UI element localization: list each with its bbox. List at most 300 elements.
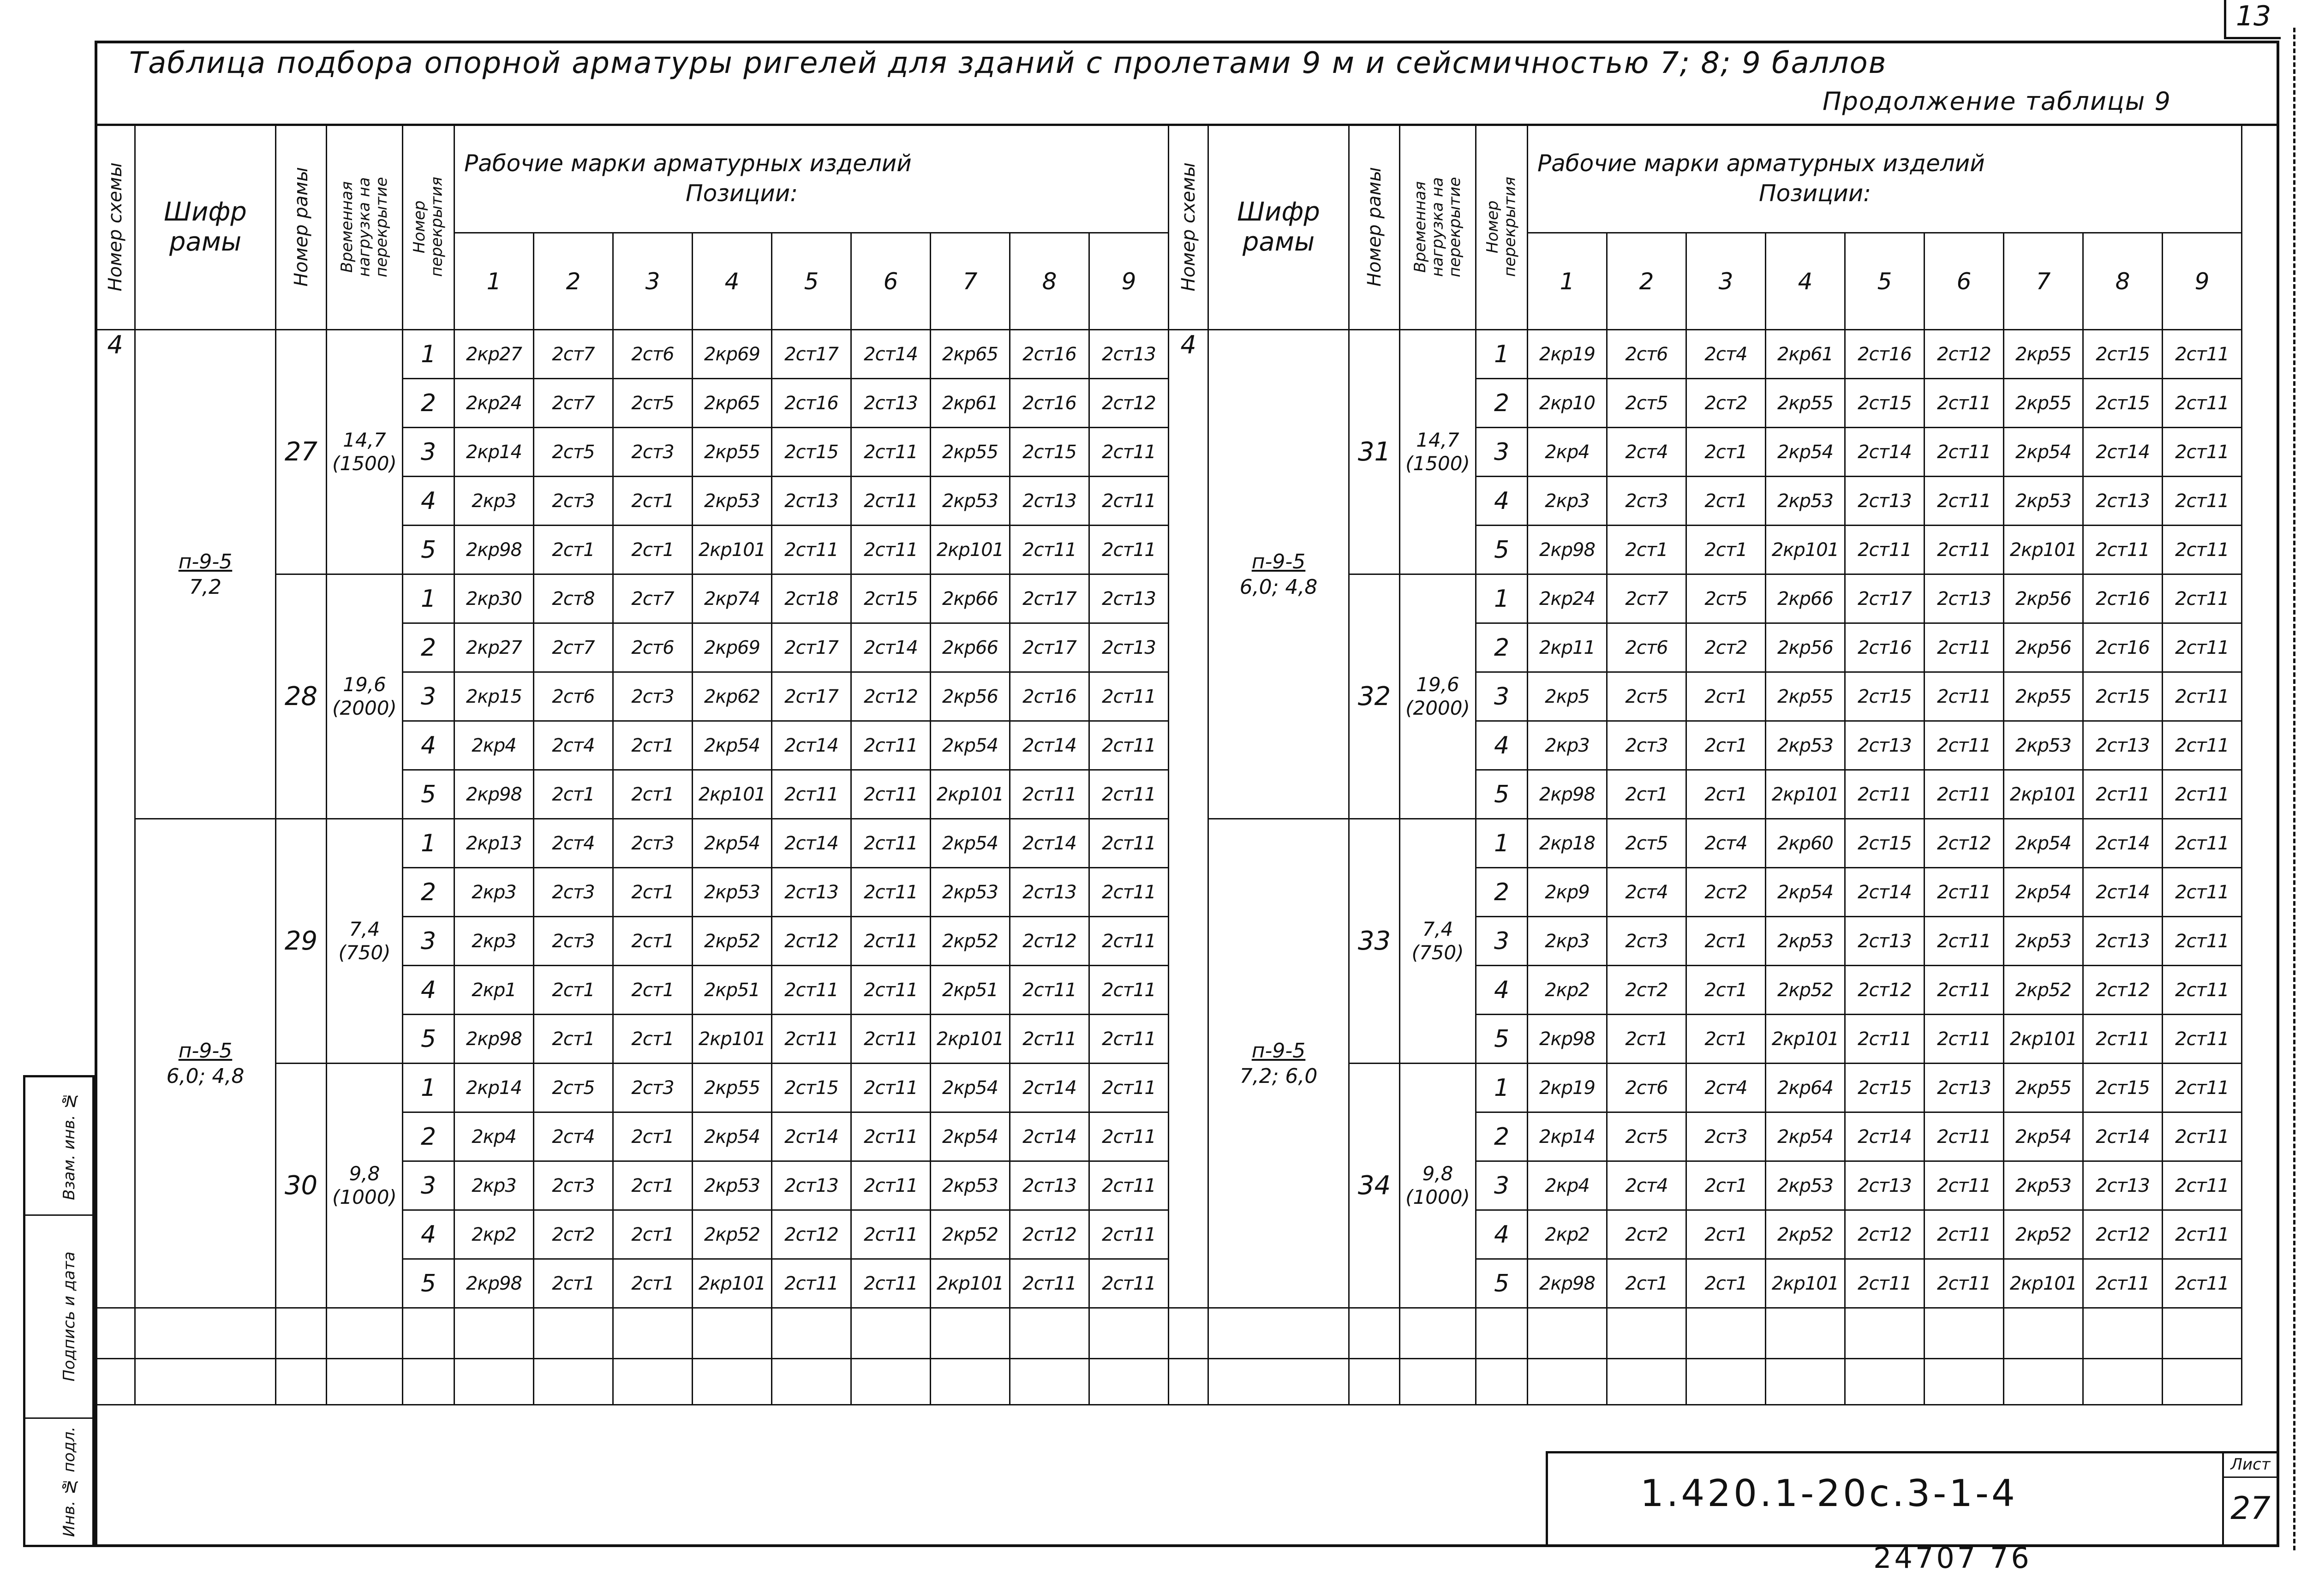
empty-cell	[2083, 1308, 2163, 1359]
mark-cell: 2кр69	[693, 330, 772, 379]
frame-cipher	[135, 330, 276, 819]
mark-cell: 2ст11	[1924, 1210, 2004, 1259]
floor-number: 4	[1476, 721, 1528, 770]
mark-cell: 2ст11	[2163, 672, 2242, 721]
mark-cell: 2ст1	[613, 1210, 693, 1259]
mark-cell: 2кр52	[2004, 966, 2083, 1015]
header-position-4-text: 4	[1798, 268, 1813, 295]
mark-cell: 2ст11	[2163, 428, 2242, 477]
mark-cell: 2кр55	[1766, 672, 1845, 721]
empty-cell	[1476, 1359, 1528, 1405]
positions-label: Позиции:	[1759, 180, 1871, 207]
mark-cell: 2ст11	[1089, 819, 1169, 868]
empty-cell	[403, 1359, 454, 1405]
mark-cell: 2ст16	[1845, 623, 1924, 672]
sidebar-cell-sign	[25, 1216, 92, 1419]
mark-cell: 2кр101	[1766, 526, 1845, 574]
mark-cell: 2ст11	[1089, 1161, 1169, 1210]
mark-cell: 2ст6	[1607, 623, 1686, 672]
mark-cell: 2ст14	[2083, 819, 2163, 868]
mark-cell: 2ст12	[1010, 917, 1089, 966]
mark-cell: 2кр53	[931, 477, 1010, 526]
mark-cell: 2кр66	[1766, 574, 1845, 623]
empty-cell	[276, 1308, 327, 1359]
header-position-5	[772, 233, 851, 330]
mark-cell: 2ст5	[1607, 1112, 1686, 1161]
mark-cell: 2ст4	[534, 721, 613, 770]
empty-cell	[1400, 1359, 1476, 1405]
mark-cell: 2ст3	[1686, 1112, 1766, 1161]
empty-cell	[931, 1359, 1010, 1405]
mark-cell: 2ст11	[1924, 868, 2004, 917]
mark-cell: 2кр27	[454, 330, 534, 379]
mark-cell: 2кр101	[1766, 770, 1845, 819]
mark-cell: 2кр3	[454, 868, 534, 917]
sidebar-cell-inv	[25, 1419, 92, 1545]
mark-cell: 2кр64	[1766, 1064, 1845, 1112]
mark-cell: 2ст1	[534, 770, 613, 819]
mark-cell: 2ст14	[1010, 1112, 1089, 1161]
floor-number: 3	[1476, 917, 1528, 966]
mark-cell: 2ст3	[613, 428, 693, 477]
mark-cell: 2ст2	[1607, 966, 1686, 1015]
mark-cell: 2кр3	[1528, 721, 1607, 770]
frame-number	[276, 819, 327, 1064]
mark-cell: 2ст12	[1924, 330, 2004, 379]
mark-cell: 2кр27	[454, 623, 534, 672]
empty-cell	[851, 1308, 931, 1359]
mark-cell: 2ст18	[772, 574, 851, 623]
mark-cell: 2кр51	[693, 966, 772, 1015]
mark-cell: 2ст1	[613, 1112, 693, 1161]
working-marks-label: Рабочие марки арматурных изделий	[464, 150, 912, 177]
mark-cell: 2ст13	[1924, 574, 2004, 623]
table-right	[1168, 124, 2242, 1405]
mark-cell: 2ст15	[1845, 1064, 1924, 1112]
frame-cipher	[1208, 819, 1349, 1308]
mark-cell: 2ст12	[772, 917, 851, 966]
mark-cell: 2кр101	[2004, 526, 2083, 574]
mark-cell: 2ст15	[772, 428, 851, 477]
mark-cell: 2ст1	[534, 1259, 613, 1308]
load-kg: (2000)	[1405, 696, 1470, 719]
header-scheme-no	[1169, 125, 1208, 330]
mark-cell: 2ст11	[1089, 917, 1169, 966]
cipher-denominator: 7,2; 6,0	[1239, 1064, 1318, 1088]
mark-cell: 2кр24	[1528, 574, 1607, 623]
mark-cell: 2кр65	[931, 330, 1010, 379]
mark-cell: 2ст11	[1924, 917, 2004, 966]
frame-number	[1349, 330, 1400, 574]
mark-cell: 2ст13	[1845, 477, 1924, 526]
mark-cell: 2ст11	[851, 1259, 931, 1308]
mark-cell: 2ст1	[613, 477, 693, 526]
empty-cell	[1845, 1359, 1924, 1405]
mark-cell: 2кр54	[1766, 1112, 1845, 1161]
mark-cell: 2ст11	[851, 1064, 931, 1112]
mark-cell: 2ст1	[1686, 526, 1766, 574]
mark-cell: 2ст13	[772, 477, 851, 526]
empty-cell	[772, 1359, 851, 1405]
mark-cell: 2ст8	[534, 574, 613, 623]
floor-number: 1	[1476, 330, 1528, 379]
mark-cell: 2ст11	[1924, 1259, 2004, 1308]
load-kpa: 14,7	[343, 429, 386, 452]
mark-cell: 2ст11	[2163, 574, 2242, 623]
mark-cell: 2кр4	[454, 1112, 534, 1161]
mark-cell: 2ст11	[1089, 477, 1169, 526]
mark-cell: 2ст1	[613, 966, 693, 1015]
header-floor-no-text: Номер перекрытия	[1483, 177, 1519, 277]
mark-cell: 2ст4	[1686, 1064, 1766, 1112]
mark-cell: 2кр98	[1528, 1259, 1607, 1308]
mark-cell: 2кр53	[931, 868, 1010, 917]
mark-cell: 2ст11	[851, 917, 931, 966]
empty-row	[1169, 1308, 2242, 1359]
mark-cell: 2ст13	[1089, 330, 1169, 379]
mark-cell: 2ст11	[772, 1259, 851, 1308]
mark-cell: 2ст11	[2083, 1015, 2163, 1064]
mark-cell: 2кр54	[693, 1112, 772, 1161]
mark-cell: 2ст14	[2083, 428, 2163, 477]
mark-cell: 2ст11	[2163, 721, 2242, 770]
mark-cell: 2ст11	[1924, 770, 2004, 819]
mark-cell: 2ст11	[1924, 379, 2004, 428]
empty-cell	[1349, 1359, 1400, 1405]
table-title: Таблица подбора опорной арматуры ригелей для зданий с пролетами 9 м и сейсмичностью 7; 8; 9 баллов	[129, 46, 1887, 80]
empty-cell	[1349, 1308, 1400, 1359]
frame-number	[1349, 574, 1400, 819]
frame-number	[1349, 819, 1400, 1064]
mark-cell: 2кр66	[931, 623, 1010, 672]
table-row	[96, 819, 1169, 868]
empty-cell	[851, 1359, 931, 1405]
corner-sheet-mark: 13	[2224, 0, 2281, 39]
mark-cell: 2кр56	[931, 672, 1010, 721]
header-position-4-text: 4	[724, 268, 740, 295]
header-position-5-text: 5	[804, 268, 819, 295]
mark-cell: 2кр61	[1766, 330, 1845, 379]
mark-cell: 2ст1	[534, 966, 613, 1015]
mark-cell: 2ст16	[1845, 330, 1924, 379]
header-cipher-text: Шифр рамы	[164, 197, 247, 257]
header-position-3-text: 3	[1718, 268, 1733, 295]
mark-cell: 2кр19	[1528, 1064, 1607, 1112]
empty-cell	[454, 1308, 534, 1359]
header-frame-no	[1349, 125, 1400, 330]
right-cut-line	[2293, 28, 2295, 1550]
mark-cell: 2кр30	[454, 574, 534, 623]
header-load-text: Временная нагрузка на перекрытие	[1410, 177, 1464, 277]
mark-cell: 2кр52	[2004, 1210, 2083, 1259]
mark-cell: 2ст1	[1686, 917, 1766, 966]
mark-cell: 2ст4	[1607, 1161, 1686, 1210]
mark-cell: 2ст12	[2083, 1210, 2163, 1259]
mark-cell: 2ст1	[1686, 1015, 1766, 1064]
mark-cell: 2ст16	[2083, 574, 2163, 623]
header-cipher	[1208, 125, 1349, 330]
mark-cell: 2ст11	[1089, 1015, 1169, 1064]
floor-number: 3	[1476, 1161, 1528, 1210]
header-position-4	[1766, 233, 1845, 330]
header-position-6	[851, 233, 931, 330]
mark-cell: 2ст7	[534, 623, 613, 672]
mark-cell: 2ст4	[1607, 428, 1686, 477]
mark-cell: 2ст1	[613, 526, 693, 574]
empty-cell	[403, 1308, 454, 1359]
empty-row	[96, 1308, 1169, 1359]
mark-cell: 2ст1	[613, 917, 693, 966]
mark-cell: 2ст1	[1686, 721, 1766, 770]
sidebar-label-inv: Инв. № подл.	[60, 1426, 78, 1537]
mark-cell: 2ст1	[1686, 1210, 1766, 1259]
empty-cell	[1607, 1308, 1686, 1359]
header-position-1-text: 1	[1560, 268, 1575, 295]
empty-cell	[96, 1308, 135, 1359]
floor-number: 2	[1476, 623, 1528, 672]
mark-cell: 2кр101	[1766, 1015, 1845, 1064]
header-position-5	[1845, 233, 1924, 330]
mark-cell: 2кр19	[1528, 330, 1607, 379]
mark-cell: 2ст5	[1607, 672, 1686, 721]
mark-cell: 2ст1	[613, 1015, 693, 1064]
mark-cell: 2ст11	[1845, 1015, 1924, 1064]
mark-cell: 2ст11	[1089, 1064, 1169, 1112]
mark-cell: 2ст11	[851, 770, 931, 819]
floor-number: 4	[403, 966, 454, 1015]
mark-cell: 2кр55	[693, 428, 772, 477]
mark-cell: 2кр98	[454, 1259, 534, 1308]
mark-cell: 2кр55	[2004, 1064, 2083, 1112]
cipher-numerator: п-9-5	[178, 550, 233, 574]
mark-cell: 2ст7	[1607, 574, 1686, 623]
mark-cell: 2ст13	[1010, 868, 1089, 917]
header-working-marks	[454, 125, 1169, 233]
mark-cell: 2кр53	[2004, 1161, 2083, 1210]
header-frame-no	[276, 125, 327, 330]
mark-cell: 2ст11	[851, 428, 931, 477]
mark-cell: 2кр98	[454, 770, 534, 819]
load-kpa: 14,7	[1416, 429, 1459, 452]
mark-cell: 2ст11	[772, 526, 851, 574]
mark-cell: 2ст13	[1845, 1161, 1924, 1210]
mark-cell: 2ст6	[1607, 330, 1686, 379]
mark-cell: 2ст13	[1845, 917, 1924, 966]
scheme-number	[96, 330, 135, 1308]
working-marks-label: Рабочие марки арматурных изделий	[1537, 150, 1985, 177]
header-position-6-text: 6	[883, 268, 898, 295]
mark-cell: 2ст12	[1010, 1210, 1089, 1259]
empty-cell	[327, 1308, 403, 1359]
table-left	[95, 124, 1169, 1405]
mark-cell: 2кр101	[2004, 770, 2083, 819]
load-kpa: 19,6	[1416, 673, 1459, 696]
mark-cell: 2кр62	[693, 672, 772, 721]
mark-cell: 2кр101	[693, 770, 772, 819]
mark-cell: 2ст1	[1686, 770, 1766, 819]
mark-cell: 2ст11	[2163, 1161, 2242, 1210]
mark-cell: 2кр13	[454, 819, 534, 868]
mark-cell: 2кр18	[1528, 819, 1607, 868]
header-load	[1400, 125, 1476, 330]
mark-cell: 2ст5	[1607, 379, 1686, 428]
cipher-numerator: п-9-5	[1251, 550, 1306, 574]
load-kg: (750)	[338, 941, 391, 964]
mark-cell: 2ст11	[2163, 917, 2242, 966]
frame-number-text: 32	[1357, 681, 1391, 711]
header-position-7	[931, 233, 1010, 330]
mark-cell: 2кр53	[2004, 917, 2083, 966]
floor-number: 1	[403, 1064, 454, 1112]
mark-cell: 2ст11	[1010, 966, 1089, 1015]
mark-cell: 2ст11	[1924, 526, 2004, 574]
mark-cell: 2ст12	[772, 1210, 851, 1259]
header-position-1-text: 1	[486, 268, 502, 295]
header-position-2-text: 2	[1639, 268, 1654, 295]
mark-cell: 2ст13	[1010, 477, 1089, 526]
mark-cell: 2кр54	[2004, 868, 2083, 917]
mark-cell: 2кр101	[931, 770, 1010, 819]
empty-row	[96, 1359, 1169, 1405]
frame-load	[1400, 819, 1476, 1064]
mark-cell: 2ст15	[2083, 672, 2163, 721]
cipher-denominator: 6,0; 4,8	[1239, 575, 1318, 599]
load-kpa: 7,4	[349, 918, 380, 941]
empty-cell	[327, 1359, 403, 1405]
mark-cell: 2ст13	[1089, 574, 1169, 623]
frame-number-text: 34	[1357, 1171, 1391, 1201]
mark-cell: 2ст11	[1924, 623, 2004, 672]
mark-cell: 2кр54	[1766, 428, 1845, 477]
mark-cell: 2ст11	[1089, 1112, 1169, 1161]
frame-number	[276, 330, 327, 574]
empty-cell	[693, 1308, 772, 1359]
mark-cell: 2кр53	[1766, 917, 1845, 966]
mark-cell: 2ст11	[1089, 428, 1169, 477]
mark-cell: 2ст1	[1686, 966, 1766, 1015]
floor-number: 5	[403, 770, 454, 819]
mark-cell: 2кр98	[1528, 770, 1607, 819]
mark-cell: 2ст1	[613, 721, 693, 770]
mark-cell: 2кр101	[693, 1015, 772, 1064]
mark-cell: 2ст1	[1686, 672, 1766, 721]
mark-cell: 2ст11	[2083, 1259, 2163, 1308]
empty-row	[1169, 1359, 2242, 1405]
mark-cell: 2ст11	[2163, 1112, 2242, 1161]
mark-cell: 2кр54	[693, 819, 772, 868]
mark-cell: 2кр54	[2004, 428, 2083, 477]
mark-cell: 2ст17	[772, 330, 851, 379]
cipher-denominator: 7,2	[189, 575, 221, 599]
mark-cell: 2ст12	[1845, 1210, 1924, 1259]
mark-cell: 2ст11	[1924, 477, 2004, 526]
empty-cell	[2004, 1359, 2083, 1405]
empty-cell	[2163, 1359, 2242, 1405]
mark-cell: 2ст14	[1010, 1064, 1089, 1112]
mark-cell: 2ст16	[2083, 623, 2163, 672]
mark-cell: 2ст11	[2163, 1259, 2242, 1308]
mark-cell: 2ст5	[1607, 819, 1686, 868]
mark-cell: 2ст4	[534, 819, 613, 868]
header-position-9	[1089, 233, 1169, 330]
mark-cell: 2кр101	[2004, 1015, 2083, 1064]
mark-cell: 2ст14	[851, 623, 931, 672]
header-cipher-text: Шифр рамы	[1237, 197, 1320, 257]
mark-cell: 2ст15	[1845, 672, 1924, 721]
mark-cell: 2ст5	[1686, 574, 1766, 623]
mark-cell: 2кр56	[2004, 623, 2083, 672]
mark-cell: 2ст3	[1607, 721, 1686, 770]
header-position-9	[2163, 233, 2242, 330]
header-position-7	[2004, 233, 2083, 330]
mark-cell: 2ст14	[1010, 819, 1089, 868]
mark-cell: 2ст12	[1924, 819, 2004, 868]
load-kg: (1500)	[332, 452, 397, 475]
header-position-3	[1686, 233, 1766, 330]
frame-load	[327, 574, 403, 819]
mark-cell: 2ст15	[2083, 330, 2163, 379]
mark-cell: 2кр55	[2004, 330, 2083, 379]
mark-cell: 2ст11	[2163, 477, 2242, 526]
mark-cell: 2кр101	[693, 526, 772, 574]
header-position-2	[534, 233, 613, 330]
mark-cell: 2кр54	[931, 1064, 1010, 1112]
floor-number: 3	[403, 917, 454, 966]
mark-cell: 2ст3	[1607, 477, 1686, 526]
scheme-number	[1169, 330, 1208, 1308]
mark-cell: 2ст11	[1845, 1259, 1924, 1308]
frame-number-text: 30	[284, 1171, 318, 1201]
mark-cell: 2ст11	[2163, 966, 2242, 1015]
header-frame-no-text: Номер рамы	[290, 167, 312, 287]
floor-number: 4	[1476, 477, 1528, 526]
mark-cell: 2кр52	[931, 1210, 1010, 1259]
header-position-4	[693, 233, 772, 330]
floor-number: 5	[403, 1015, 454, 1064]
empty-cell	[1169, 1359, 1208, 1405]
mark-cell: 2ст4	[1686, 819, 1766, 868]
mark-cell: 2ст11	[1845, 526, 1924, 574]
mark-cell: 2кр55	[693, 1064, 772, 1112]
mark-cell: 2ст14	[1010, 721, 1089, 770]
mark-cell: 2ст11	[1010, 770, 1089, 819]
mark-cell: 2ст11	[851, 1161, 931, 1210]
table-row	[1169, 819, 2242, 868]
title-block	[1546, 1451, 2279, 1547]
mark-cell: 2кр54	[2004, 819, 2083, 868]
mark-cell: 2ст11	[1089, 526, 1169, 574]
mark-cell: 2ст11	[851, 819, 931, 868]
load-kg: (1000)	[1405, 1185, 1470, 1208]
mark-cell: 2ст11	[772, 770, 851, 819]
header-cipher	[135, 125, 276, 330]
mark-cell: 2ст1	[1686, 477, 1766, 526]
mark-cell: 2ст4	[534, 1112, 613, 1161]
mark-cell: 2ст11	[851, 1015, 931, 1064]
load-kpa: 7,4	[1422, 918, 1453, 941]
mark-cell: 2ст11	[1089, 1259, 1169, 1308]
empty-cell	[693, 1359, 772, 1405]
mark-cell: 2кр2	[454, 1210, 534, 1259]
floor-number: 4	[403, 1210, 454, 1259]
mark-cell: 2ст11	[2163, 526, 2242, 574]
floor-number: 2	[403, 868, 454, 917]
floor-number: 3	[403, 672, 454, 721]
mark-cell: 2ст11	[851, 526, 931, 574]
header-floor-no-text: Номер перекрытия	[410, 177, 446, 277]
floor-number: 5	[1476, 526, 1528, 574]
mark-cell: 2ст1	[1607, 1015, 1686, 1064]
